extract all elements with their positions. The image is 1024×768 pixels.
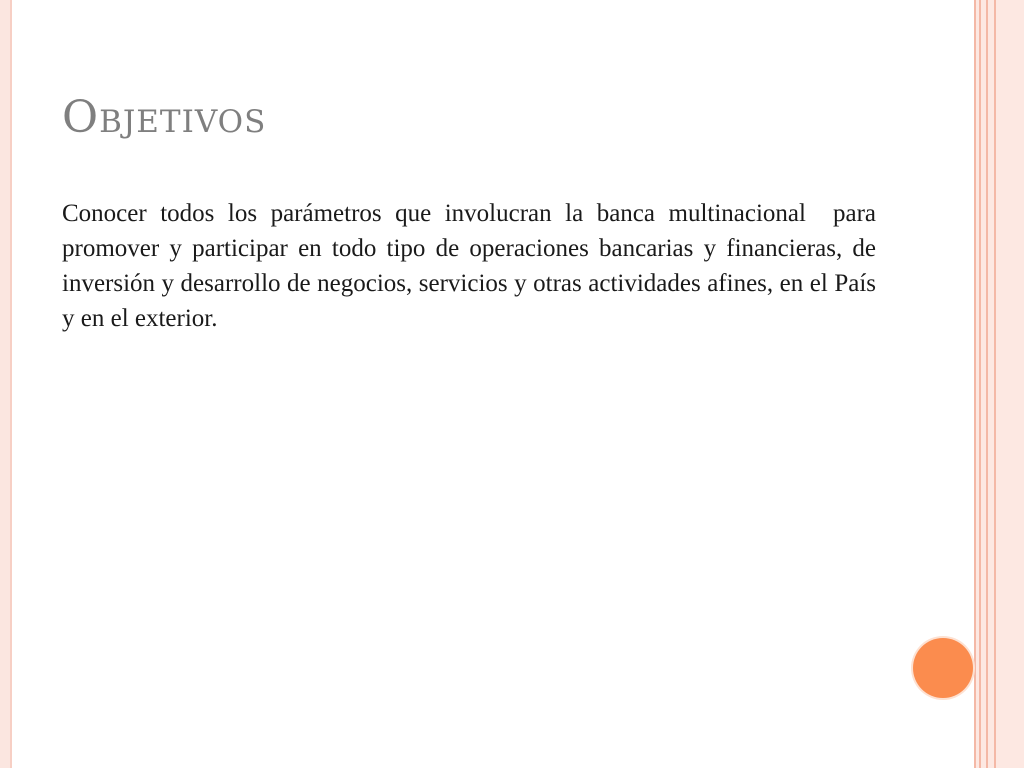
stripe <box>996 0 1024 768</box>
decorative-circle-icon <box>913 638 973 698</box>
left-border-line <box>10 0 12 768</box>
slide-body-text: Conocer todos los parámetros que involucran la banca multinacional para promover y participar en todo tipo de operaciones bancarias y financieras, de inversión y desarrollo de negocios, servicios y otras actividades afines, en el País y en el exterior. <box>62 200 889 332</box>
right-border-stripes <box>974 0 1024 768</box>
slide-title: Objetivos <box>62 92 267 143</box>
